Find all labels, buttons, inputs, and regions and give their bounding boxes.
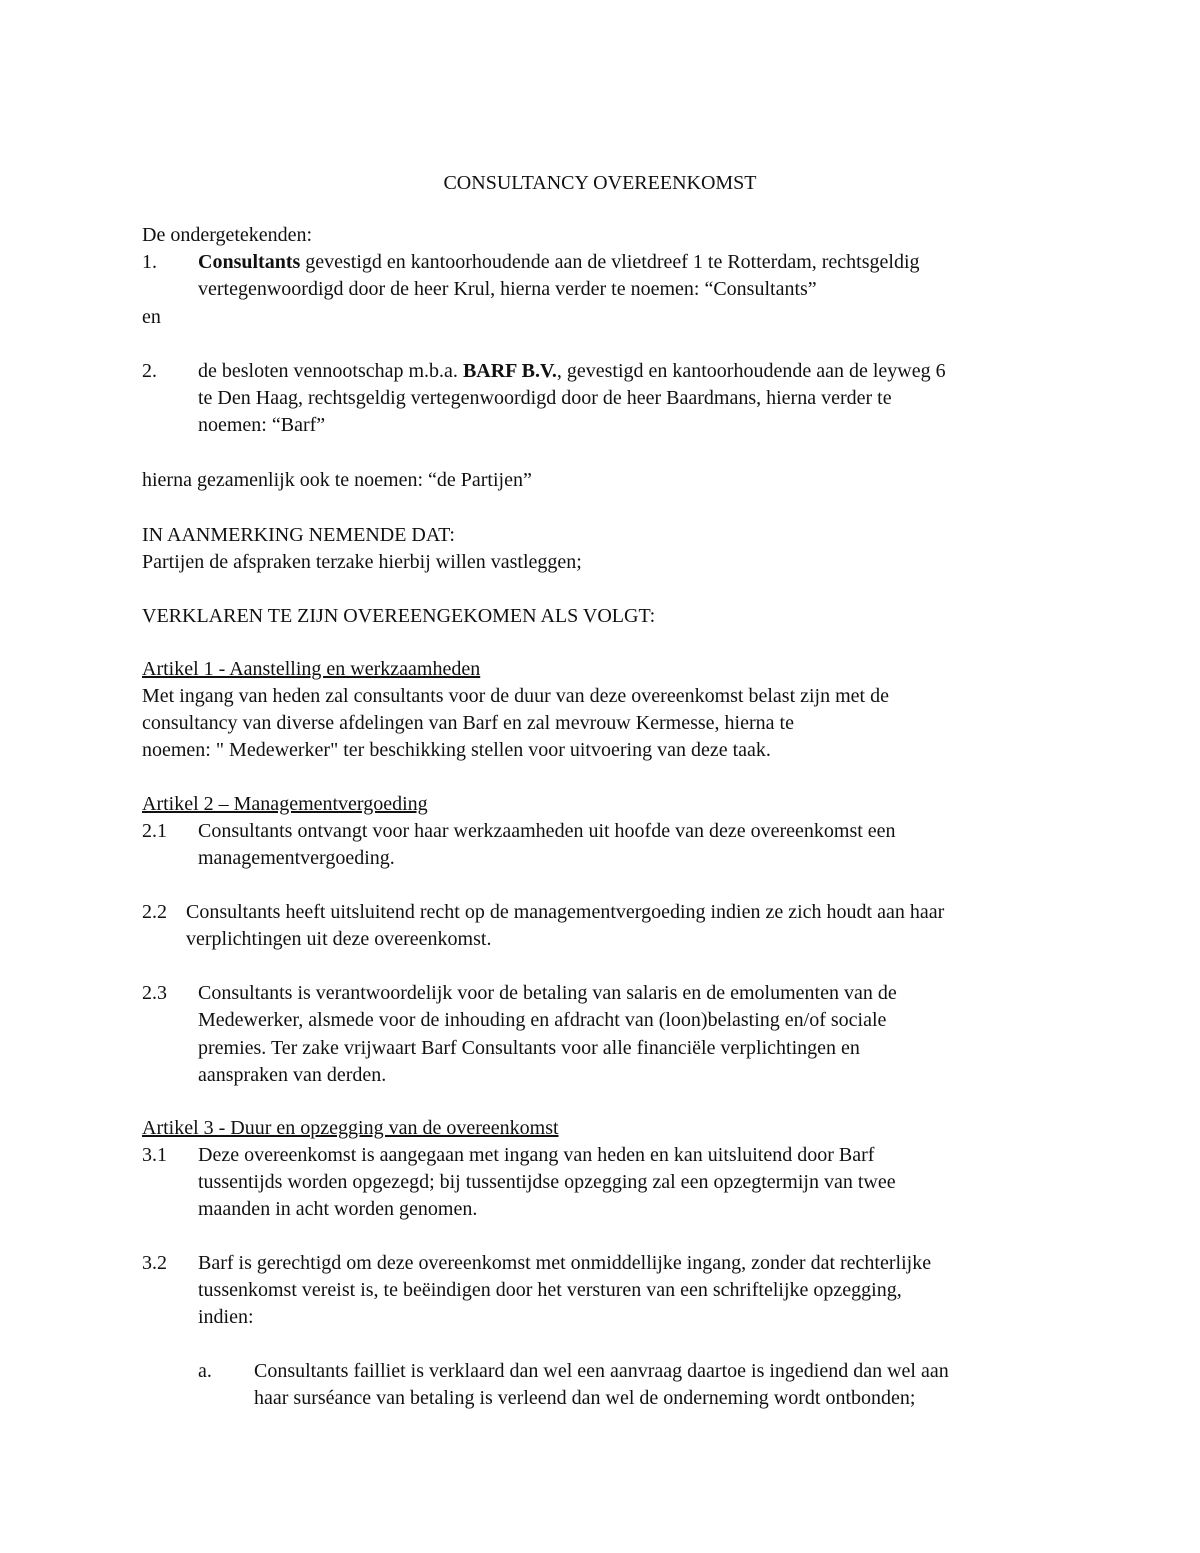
- article-1-line: Met ingang van heden zal consultants voor de duur van deze overeenkomst belast zijn met de: [142, 685, 889, 707]
- party2-line1-pre: de besloten vennootschap m.b.a.: [198, 360, 463, 382]
- party2-line1-post: , gevestigd en kantoorhoudende aan de leyweg 6: [556, 360, 946, 382]
- conjunction-text: en: [142, 306, 161, 328]
- clause-2-3-line: premies. Ter zake vrijwaart Barf Consultants voor alle financiële verplichtingen en: [198, 1037, 860, 1059]
- party1-line1-rest: gevestigd en kantoorhoudende aan de vlietdreef 1 te Rotterdam, rechtsgeldig: [300, 251, 920, 273]
- clause-3-1-line: Deze overeenkomst is aangegaan met ingang van heden en kan uitsluitend door Barf: [198, 1144, 875, 1166]
- clause-3-2-line: indien:: [198, 1306, 254, 1328]
- party2-number: 2.: [142, 360, 157, 382]
- article-2-heading: Artikel 2 – Managementvergoeding: [142, 793, 428, 815]
- considering-heading: IN AANMERKING NEMENDE DAT:: [142, 524, 455, 546]
- party1-number: 1.: [142, 251, 157, 273]
- document-title: CONSULTANCY OVEREENKOMST: [443, 172, 757, 194]
- clause-2-3-line: Consultants is verantwoordelijk voor de betaling van salaris en de emolumenten van de: [198, 982, 897, 1004]
- intro-text: De ondergetekenden:: [142, 224, 313, 246]
- clause-2-3-line: aanspraken van derden.: [198, 1064, 387, 1086]
- clause-3-2-number: 3.2: [142, 1252, 167, 1274]
- clause-3-1-line: maanden in acht worden genomen.: [198, 1198, 478, 1220]
- subclause-a-line: Consultants failliet is verklaard dan wel een aanvraag daartoe is ingediend dan wel aan: [254, 1360, 949, 1382]
- article-3-heading: Artikel 3 - Duur en opzegging van de overeenkomst: [142, 1117, 559, 1139]
- clause-3-1-number: 3.1: [142, 1144, 167, 1166]
- considering-text: Partijen de afspraken terzake hierbij willen vastleggen;: [142, 551, 582, 573]
- jointly-text: hierna gezamenlijk ook te noemen: “de Partijen”: [142, 469, 532, 491]
- party2-name: BARF B.V.: [462, 360, 557, 382]
- declare-heading: VERKLAREN TE ZIJN OVEREENGEKOMEN ALS VOLGT:: [142, 605, 656, 627]
- party2-line-3: noemen: “Barf”: [198, 414, 326, 436]
- article-1-line: noemen: " Medewerker" ter beschikking stellen voor uitvoering van deze taak.: [142, 739, 771, 761]
- article-1-heading: Artikel 1 - Aanstelling en werkzaamheden: [142, 658, 481, 680]
- subclause-a-line: haar surséance van betaling is verleend dan wel de onderneming wordt ontbonden;: [254, 1387, 916, 1409]
- clause-3-2-line: Barf is gerechtigd om deze overeenkomst met onmiddellijke ingang, zonder dat rechterlijke: [198, 1252, 932, 1274]
- party1-name: Consultants: [198, 251, 301, 273]
- article-1-line: consultancy van diverse afdelingen van Barf en zal mevrouw Kermesse, hierna te: [142, 712, 794, 734]
- clause-2-2-line: verplichtingen uit deze overeenkomst.: [186, 928, 492, 950]
- clause-2-1-line: managementvergoeding.: [198, 847, 395, 869]
- clause-3-1-line: tussentijds worden opgezegd; bij tussentijdse opzegging zal een opzegtermijn van twee: [198, 1171, 896, 1193]
- subclause-a-letter: a.: [198, 1360, 212, 1382]
- clause-2-1-number: 2.1: [142, 820, 167, 842]
- clause-2-3-line: Medewerker, alsmede voor de inhouding en afdracht van (loon)belasting en/of sociale: [198, 1009, 887, 1031]
- clause-2-2-number: 2.2: [142, 901, 167, 923]
- clause-2-1-line: Consultants ontvangt voor haar werkzaamheden uit hoofde van deze overeenkomst een: [198, 820, 896, 842]
- party1-line-1: [198, 249, 920, 276]
- clause-2-2-line: Consultants heeft uitsluitend recht op de managementvergoeding indien ze zich houdt aan haar: [186, 901, 945, 923]
- clause-3-2-line: tussenkomst vereist is, te beëindigen door het versturen van een schriftelijke opzegging,: [198, 1279, 902, 1301]
- clause-2-3-number: 2.3: [142, 982, 167, 1004]
- party2-line-1: [198, 358, 946, 385]
- party1-line-2: vertegenwoordigd door de heer Krul, hierna verder te noemen: “Consultants”: [198, 278, 817, 300]
- party2-line-2: te Den Haag, rechtsgeldig vertegenwoordigd door de heer Baardmans, hierna verder te: [198, 387, 892, 409]
